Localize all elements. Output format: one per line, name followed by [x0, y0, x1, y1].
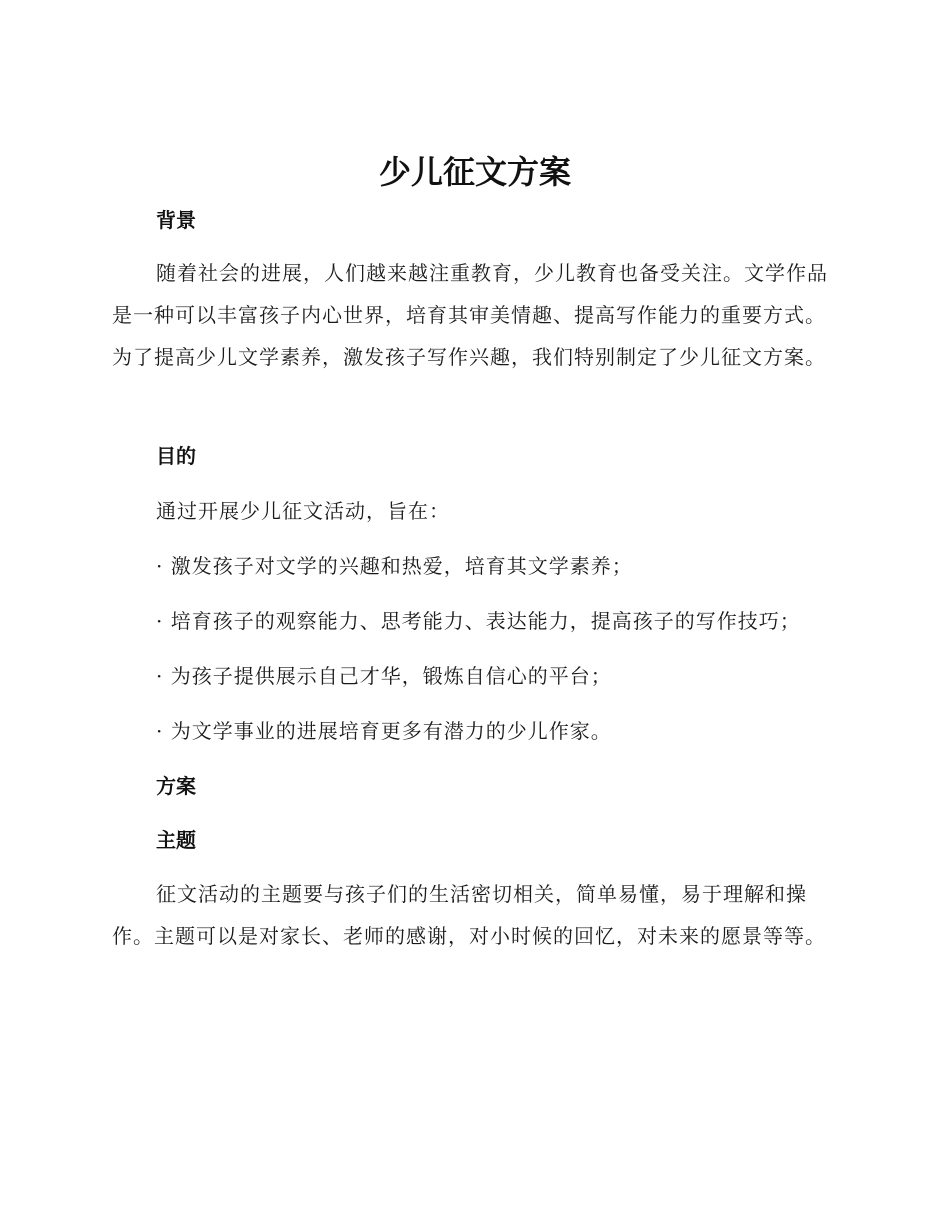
background-paragraph: 随着社会的进展，人们越来越注重教育，少儿教育也备受关注。文学作品是一种可以丰富孩子内心世界，培育其审美情趣、提高写作能力的重要方式。为了提高少儿文学素养，激发孩子写作兴趣，我们特别制定了少儿征文方案。	[112, 261, 828, 369]
theme-paragraph: 征文活动的主题要与孩子们的生活密切相关，简单易懂，易于理解和操作。主题可以是对家长、老师的感谢，对小时候的回忆，对未来的愿景等等。	[112, 882, 826, 948]
section-heading-background: 背景	[156, 208, 196, 232]
purpose-list-item: · 为孩子提供展示自己才华，锻炼自信心的平台；	[156, 664, 612, 688]
purpose-list-item: · 激发孩子对文学的兴趣和热爱，培育其文学素养；	[156, 554, 633, 578]
document-title: 少儿征文方案	[378, 153, 571, 191]
section-heading-theme: 主题	[156, 828, 196, 852]
section-heading-purpose: 目的	[156, 444, 196, 468]
purpose-intro: 通过开展少儿征文活动，旨在：	[156, 499, 450, 523]
purpose-list-item: · 为文学事业的进展培育更多有潜力的少儿作家。	[156, 719, 612, 743]
purpose-list-item: · 培育孩子的观察能力、思考能力、表达能力，提高孩子的写作技巧；	[156, 609, 801, 633]
section-heading-plan: 方案	[156, 774, 196, 798]
